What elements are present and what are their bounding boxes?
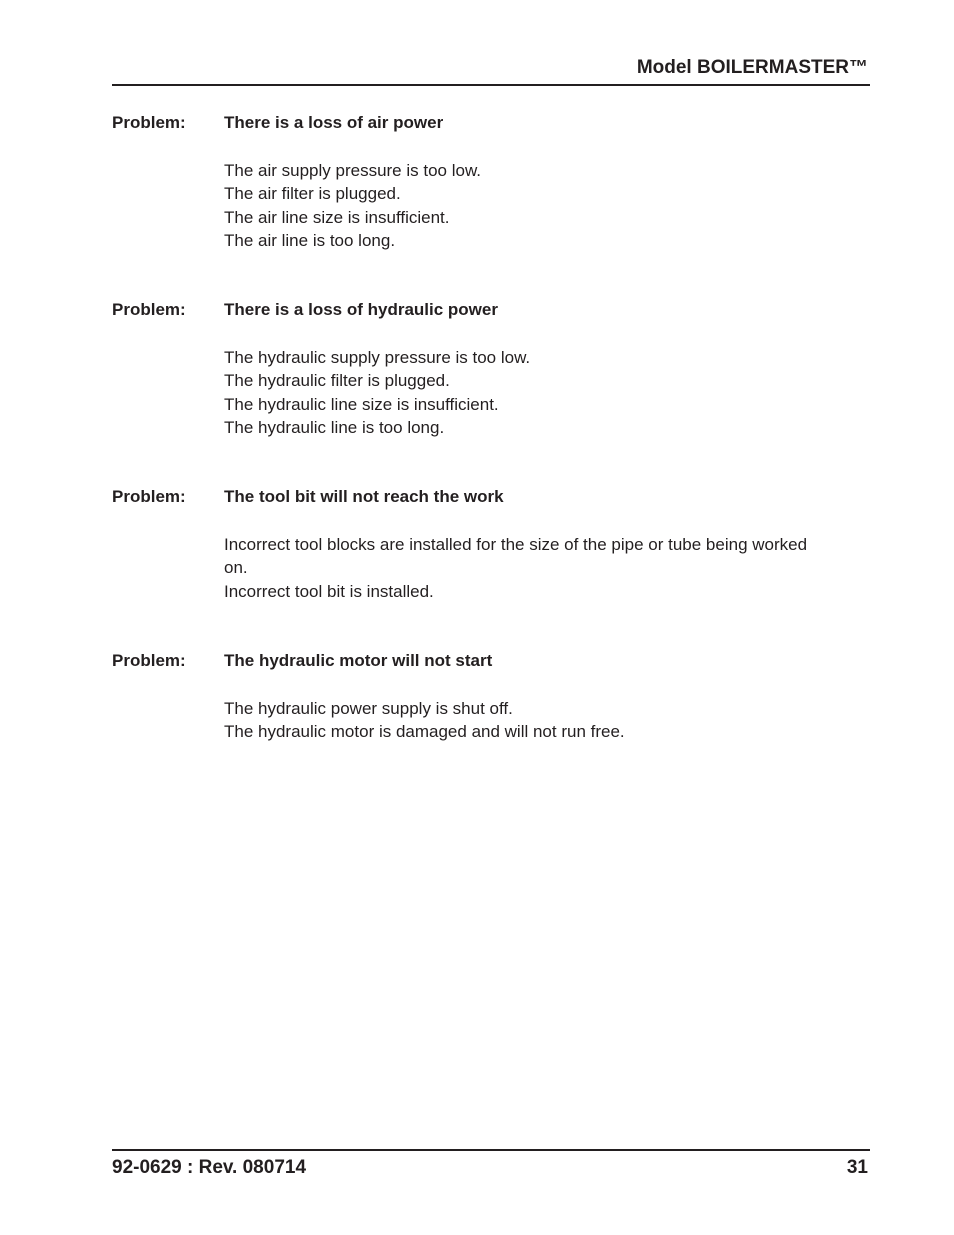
- problem-heading: [112, 112, 832, 134]
- problem-section-tool-bit: [112, 486, 832, 603]
- problem-heading: [112, 299, 832, 321]
- problem-title: There is a loss of hydraulic power: [224, 300, 498, 319]
- problem-label: Problem:: [112, 113, 186, 132]
- cause-item: The hydraulic motor is damaged and will not run free.: [224, 722, 625, 742]
- cause-item: The hydraulic power supply is shut off.: [224, 699, 513, 718]
- problem-label: Problem:: [112, 487, 186, 506]
- cause-item: The air line is too long.: [224, 231, 396, 251]
- cause-list: [224, 346, 832, 440]
- cause-item: The hydraulic filter is plugged.: [224, 371, 450, 391]
- cause-item: The hydraulic line size is insufficient.: [224, 394, 499, 414]
- problem-title: There is a loss of air power: [224, 113, 444, 132]
- page-header-title: Model BOILERMASTER™: [636, 57, 868, 78]
- cause-item: The air line size is insufficient.: [224, 207, 450, 227]
- problem-section-hydraulic-motor: [112, 650, 832, 744]
- header-rule: [112, 84, 870, 86]
- document-revision: 92-0629 : Rev. 080714: [112, 1157, 307, 1178]
- problem-label: Problem:: [112, 300, 186, 319]
- cause-list: [224, 159, 832, 253]
- page-number: 31: [846, 1157, 868, 1178]
- cause-item: The hydraulic line is too long.: [224, 418, 445, 438]
- problem-label: Problem:: [112, 651, 186, 670]
- cause-list: [224, 697, 832, 744]
- cause-item: Incorrect tool blocks are installed for the size of the pipe or tube being worked on.: [224, 535, 808, 578]
- cause-list: [224, 533, 824, 603]
- problem-title: The hydraulic motor will not start: [224, 651, 493, 670]
- problem-heading: [112, 650, 832, 672]
- problem-section-hydraulic-power: [112, 299, 832, 440]
- problem-section-air-power: [112, 112, 832, 253]
- footer-rule: [112, 1149, 870, 1151]
- problem-heading: [112, 486, 832, 508]
- cause-item: The air filter is plugged.: [224, 184, 401, 204]
- cause-item: The hydraulic supply pressure is too low.: [224, 348, 531, 367]
- cause-item: The air supply pressure is too low.: [224, 161, 482, 180]
- cause-item: Incorrect tool bit is installed.: [224, 581, 434, 601]
- problem-title: The tool bit will not reach the work: [224, 487, 504, 506]
